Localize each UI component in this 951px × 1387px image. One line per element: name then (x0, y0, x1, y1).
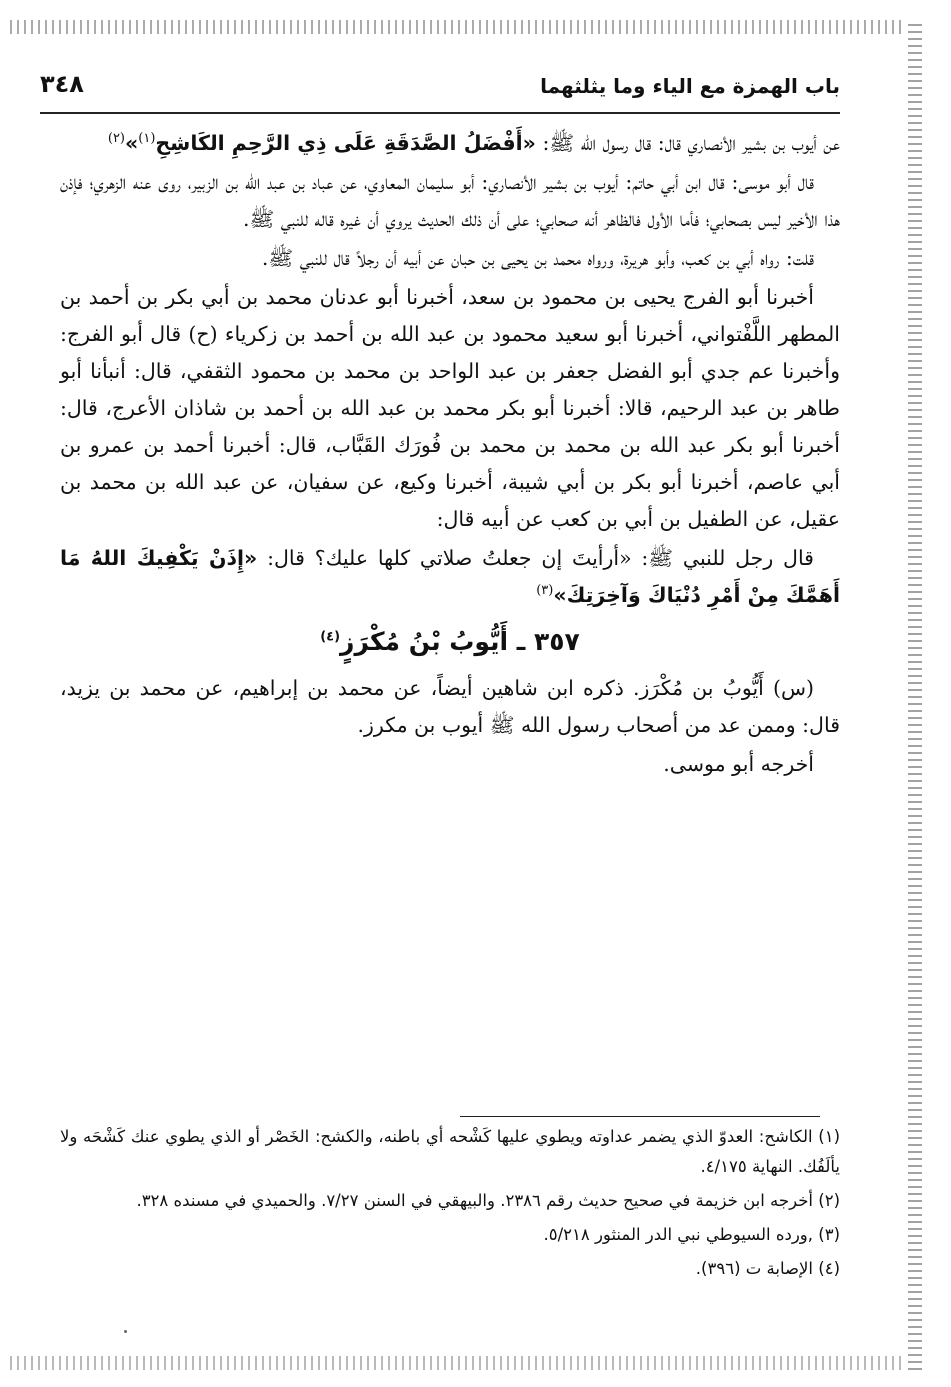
paragraph-5-text: قال رجل للنبي ﷺ: «أرأيتَ إن جعلتُ صلاتي كلها عليك؟ قال: (257, 546, 814, 570)
footnote-ref-3: (٣) (536, 583, 554, 599)
top-ornamental-border (10, 20, 905, 34)
hadith-close-quote: » (125, 131, 139, 155)
running-head: باب الهمزة مع الياء وما يثلثهما (540, 74, 840, 98)
page-header (40, 70, 840, 110)
main-text (60, 125, 840, 785)
footnote-3: (٣) ,ورده السيوطي نبي الدر المنثور ٥/٢١٨. (543, 1225, 840, 1244)
right-ornamental-border (908, 20, 922, 1370)
paragraph-7: أخرجه أبو موسى. (663, 752, 814, 776)
paragraph-3: قلت: رواه أبي بن كعب، وأبو هريرة، ورواه محمد بن يحيى بن حبان عن أبيه أن رجلاً قال للنبي ﷺ. (261, 246, 814, 270)
page-number: ٣٤٨ (40, 70, 84, 98)
scan-speck (124, 1330, 127, 1333)
paragraph-2: قال أبو موسى: قال ابن أبي حاتم: أيوب بن بشير الأنصاري: أبو سليمان المعاوي، عن عباد بن عبد الله بن الزبير، روى عنه الزهري؛ فإذن هذا الأخير ليس بصحابي؛ فأما الأول فالظاهر أنه صحابي؛ على أن ذلك الحديث يروي أن غيره قاله للنبي ﷺ. (60, 170, 840, 231)
paragraph-4: أخبرنا أبو الفرج يحيى بن محمود بن سعد، أخبرنا أبو عدنان محمد بن أبي بكر بن أحمد بن المطهر اللَّفْتواني، أخبرنا أبو سعيد محمود بن عبد الله بن أحمد بن زكرياء (ح) قال أبو الفرج: وأخبرنا عم جدي أبو الفضل جعفر بن عبد الواحد بن محمد بن محمود الثقفي، قال: أنبأنا أبو طاهر بن عبد الرحيم، قالا: أخبرنا أبو بكر محمد بن عبد الله بن أحمد بن شاذان الأعرج، قال: أخبرنا أبو بكر عبد الله بن محمد بن محمد بن فُورَك القَبَّاب، قال: أخبرنا أحمد بن عمرو بن أبي عاصم، أخبرنا أبو بكر بن أبي شيبة، أخبرنا وكيع، عن سفيان، عن عبد الله بن محمد بن عقيل، عن الطفيل بن أبي بن كعب عن أبيه قال: (60, 285, 840, 531)
footnote-2: (٢) أخرجه ابن خزيمة في صحيح حديث رقم ٢٣٨٦. والبيهقي في السنن ٧/٢٧. والحميدي في مسنده ٣٢٨. (136, 1191, 840, 1210)
entry-title-text: ٣٥٧ ـ أَيُّوبُ بْنُ مُكْرَزٍ (340, 627, 580, 656)
footnote-1: (١) الكاشح: العدوّ الذي يضمر عداوته ويطوي عليها كَشْحه أي باطنه، والكشح: الخَصْر أو الذي يطوي عنك كَشْحَه ولا يألَفُك. النهاية ٤/١٧٥. (60, 1127, 840, 1176)
bottom-ornamental-border (10, 1356, 905, 1370)
paragraph-1-text: عن أيوب بن بشير الأنصاري قال: قال رسول الله ﷺ: (535, 131, 840, 155)
paragraph-5 (60, 540, 840, 614)
footnote-rule (460, 1116, 820, 1117)
footnote-ref-4: (٤) (320, 629, 341, 645)
footnote-4: (٤) الإصابة ت (٣٩٦). (695, 1259, 840, 1278)
footnote-ref-2: (٢) (107, 131, 125, 147)
footnotes (60, 1122, 840, 1288)
footnote-ref-1: (١) (138, 131, 156, 147)
paragraph-1 (60, 125, 840, 162)
header-rule (40, 112, 840, 114)
paragraph-6: (س) أَيُّوبُ بن مُكْرَز. ذكره ابن شاهين أيضاً، عن محمد بن إبراهيم، عن محمد بن يزيد، قال: وممن عد من أصحاب رسول الله ﷺ أيوب بن مكرز. (60, 676, 840, 737)
hadith-text-2: «إِذَنْ يَكْفِيكَ اللهُ مَا أَهَمَّكَ مِنْ أَمْرِ دُنْيَاكَ وَآخِرَتِكَ» (60, 546, 840, 607)
entry-title (60, 616, 840, 668)
hadith-text-1: «أَفْضَلُ الصَّدَقَةِ عَلَى ذِي الرَّحِمِ الكَاشِحِ (155, 131, 536, 155)
